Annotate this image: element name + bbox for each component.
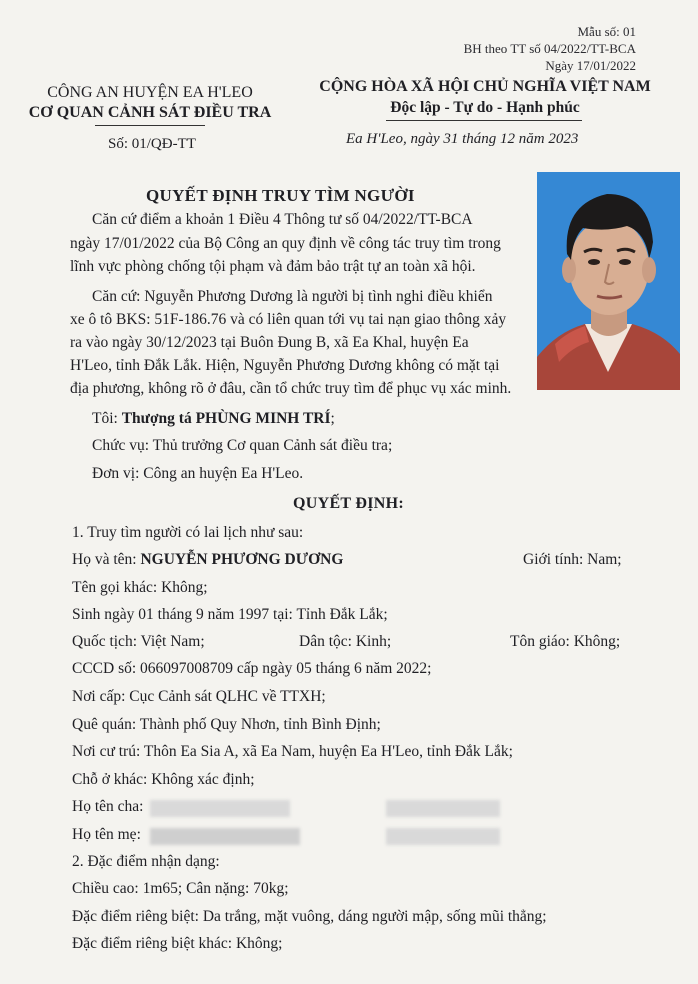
- agency-underline: [95, 125, 205, 126]
- height-weight: Chiều cao: 1m65; Cân nặng: 70kg;: [72, 880, 289, 897]
- father-name-redacted: [150, 800, 290, 817]
- suspect-photo: [537, 172, 680, 390]
- basis-2-line-1: [70, 288, 492, 306]
- section-2-heading: 2. Đặc điểm nhận dạng:: [72, 853, 220, 870]
- officer-position: Chức vụ: Thủ trưởng Cơ quan Cảnh sát điều tra;: [92, 437, 393, 454]
- other-features: Đặc điểm riêng biệt khác: Không;: [72, 935, 283, 952]
- national-motto: Độc lập - Tự do - Hạnh phúc: [390, 99, 580, 116]
- basis-1-line-2: ngày 17/01/2022 của Bộ Công an quy định về công tác truy tìm trong: [70, 235, 501, 252]
- officer-line: [92, 410, 335, 428]
- hometown: Quê quán: Thành phố Quy Nhơn, tỉnh Bình Định;: [72, 716, 381, 733]
- full-name-line: [72, 551, 343, 569]
- id-card: CCCD số: 066097008709 cấp ngày 05 tháng 6 năm 2022;: [72, 660, 432, 677]
- motto-underline: [386, 120, 582, 121]
- basis-1-line-1-text: Căn cứ điểm a khoản 1 Điều 4 Thông tư số 04/2022/TT-BCA: [92, 211, 473, 228]
- birth-info: Sinh ngày 01 tháng 9 năm 1997 tại: Tỉnh Đắk Lắk;: [72, 606, 388, 623]
- section-1-heading: 1. Truy tìm người có lai lịch như sau:: [72, 524, 304, 541]
- mother-info-redacted: [386, 828, 500, 845]
- basis-2-line-4: H'Leo, tỉnh Đắk Lắk. Hiện, Nguyễn Phương Dương không có mặt tại: [70, 357, 500, 374]
- full-name-label: Họ và tên:: [72, 551, 141, 568]
- mother-label: Họ tên mẹ:: [72, 826, 141, 843]
- agency-name: CÔNG AN HUYỆN EA H'LEO: [47, 84, 253, 101]
- distinguishing-features: Đặc điểm riêng biệt: Da trắng, mặt vuông, dáng người mập, sống mũi thẳng;: [72, 908, 547, 925]
- ethnicity: Dân tộc: Kinh;: [299, 633, 392, 650]
- religion: Tôn giáo: Không;: [510, 633, 621, 650]
- officer-end: ;: [330, 410, 335, 427]
- father-label: Họ tên cha:: [72, 798, 144, 815]
- basis-2-line-3: ra vào ngày 30/12/2023 tại Buôn Đung B, xã Ea Khal, huyện Ea: [70, 334, 469, 351]
- officer-unit: Đơn vị: Công an huyện Ea H'Leo.: [92, 465, 304, 482]
- document-title: QUYẾT ĐỊNH TRUY TÌM NGƯỜI: [146, 186, 415, 205]
- officer-name: Thượng tá PHÙNG MINH TRÍ: [121, 410, 331, 427]
- basis-1-line-3: lĩnh vực phòng chống tội phạm và đảm bảo trật tự an toàn xã hội.: [70, 258, 476, 275]
- form-issued-with: BH theo TT số 04/2022/TT-BCA: [463, 41, 636, 56]
- document-number: Số: 01/QĐ-TT: [108, 136, 196, 152]
- residence: Nơi cư trú: Thôn Ea Sia A, xã Ea Nam, huyện Ea H'Leo, tỉnh Đắk Lắk;: [72, 743, 513, 760]
- portrait-image: [537, 172, 680, 390]
- form-number: Mẫu số: 01: [577, 24, 636, 39]
- nationality: Quốc tịch: Việt Nam;: [72, 633, 205, 650]
- basis-1-line-1: [70, 211, 473, 229]
- place-and-date: Ea H'Leo, ngày 31 tháng 12 năm 2023: [346, 131, 579, 147]
- gender: Giới tính: Nam;: [523, 551, 622, 568]
- other-residence: Chỗ ở khác: Không xác định;: [72, 771, 255, 788]
- mother-name-redacted: [150, 828, 300, 845]
- basis-2-line-2: xe ô tô BKS: 51F-186.76 và có liên quan tới vụ tai nạn giao thông xảy: [70, 311, 507, 328]
- officer-label: Tôi:: [92, 410, 122, 427]
- basis-2-line-1-text: Căn cứ: Nguyễn Phương Dương là người bị tình nghi điều khiển: [92, 288, 493, 305]
- form-issued-date: Ngày 17/01/2022: [545, 58, 636, 73]
- agency-department: CƠ QUAN CẢNH SÁT ĐIỀU TRA: [28, 104, 272, 121]
- father-info-redacted: [386, 800, 500, 817]
- full-name-value: NGUYỄN PHƯƠNG DƯƠNG: [140, 551, 344, 568]
- alias: Tên gọi khác: Không;: [72, 579, 208, 596]
- national-title: CỘNG HÒA XÃ HỘI CHỦ NGHĨA VIỆT NAM: [319, 78, 651, 95]
- basis-2-line-5: địa phương, không rõ ở đâu, cần tổ chức truy tìm để phục vụ xác minh.: [70, 380, 512, 397]
- decision-heading: QUYẾT ĐỊNH:: [293, 495, 405, 512]
- id-issued-by: Nơi cấp: Cục Cảnh sát QLHC về TTXH;: [72, 688, 326, 705]
